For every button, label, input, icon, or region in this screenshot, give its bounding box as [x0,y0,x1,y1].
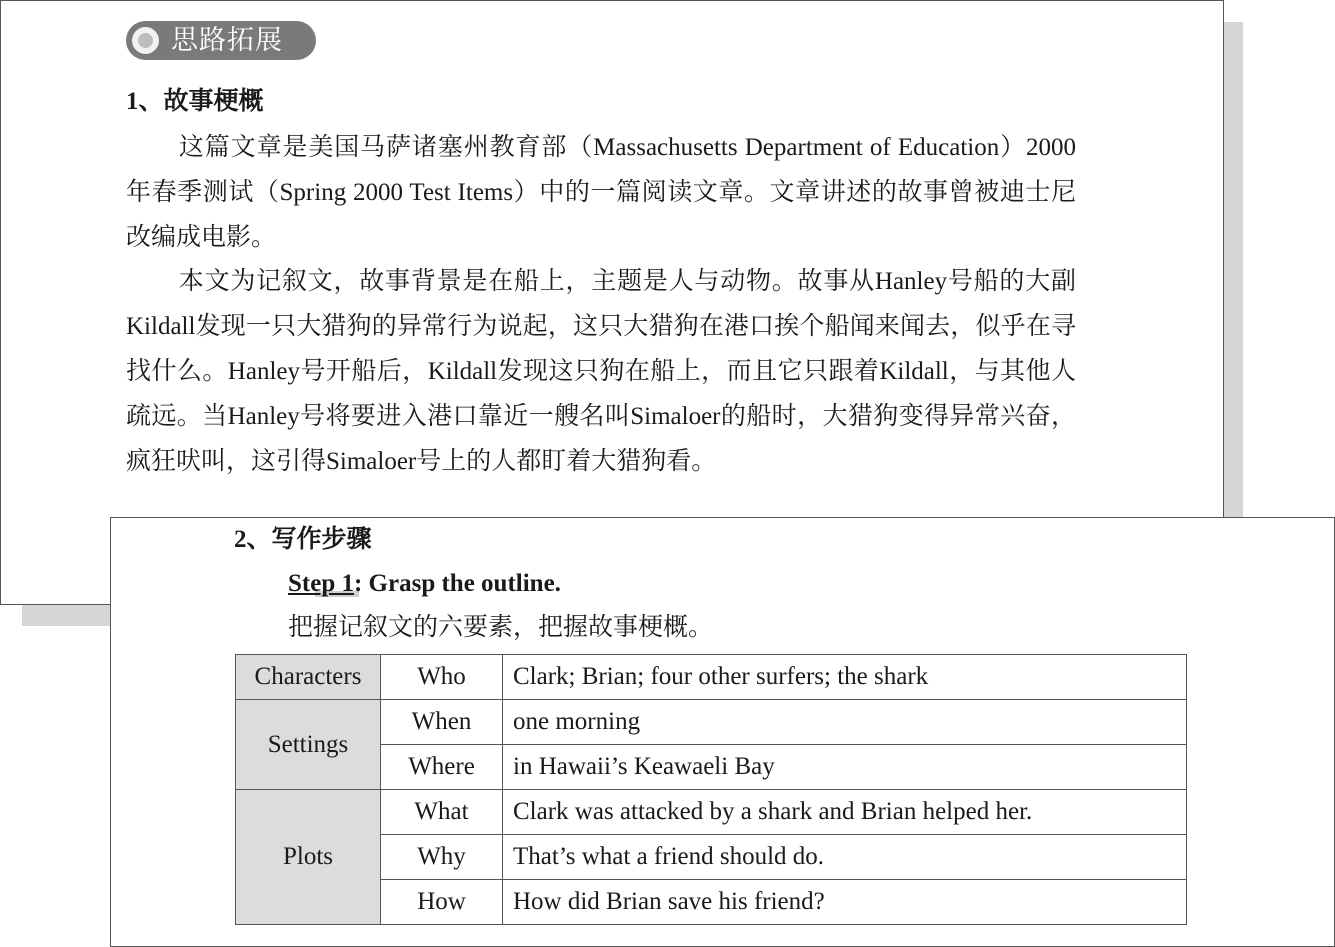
writing-steps-card [110,517,1335,947]
answer-cell: That’s what a friend should do. [503,835,1187,880]
question-cell: Who [381,655,503,700]
question-cell: When [381,700,503,745]
question-cell: How [381,880,503,925]
writing-steps-heading: 2、写作步骤 [234,526,372,553]
question-cell: What [381,790,503,835]
story-elements-table [235,654,1187,925]
table-row [236,790,1187,835]
summary-paragraph-1: 这篇文章是美国马萨诸塞州教育部（Massachusetts Department of Education）2000年春季测试（Spring 2000 Test Items）中的一篇阅读文章。文章讲述的故事曾被迪士尼改编成电影。 [126,134,1076,251]
section-tag-label: 思路拓展 [171,25,283,56]
step-1-title [288,566,561,602]
category-cell: Plots [236,790,381,925]
table-row [236,655,1187,700]
section-tag [126,21,316,60]
summary-paragraph-2: 本文为记叙文，故事背景是在船上，主题是人与动物。故事从Hanley号船的大副Kildall发现一只大猎狗的异常行为说起，这只大猎狗在港口挨个船闻来闻去，似乎在寻找什么。Hanley号开船后，Kildall发现这只狗在船上，而且它只跟着Kildall，与其他人疏远。当Hanley号将要进入港口靠近一艘名叫Simaloer的船时，大猎狗变得异常兴奋，疯狂吠叫，这引得Simaloer号上的人都盯着大猎狗看。 [126,268,1076,475]
step-1-instruction: 把握记叙文的六要素，把握故事梗概。 [288,614,714,641]
story-summary-heading: 1、故事梗概 [126,88,264,115]
step-1-text: : Grasp the outline. [353,570,561,597]
answer-cell: Clark; Brian; four other surfers; the shark [503,655,1187,700]
question-cell: Why [381,835,503,880]
question-cell: Where [381,745,503,790]
answer-cell: Clark was attacked by a shark and Brian helped her. [503,790,1187,835]
answer-cell: one morning [503,700,1187,745]
circle-bullet-icon [132,27,159,54]
table-row [236,700,1187,745]
step-1-label: Step 1 [288,570,354,597]
category-cell: Characters [236,655,381,700]
answer-cell: in Hawaii’s Keawaeli Bay [503,745,1187,790]
answer-cell: How did Brian save his friend? [503,880,1187,925]
category-cell: Settings [236,700,381,790]
